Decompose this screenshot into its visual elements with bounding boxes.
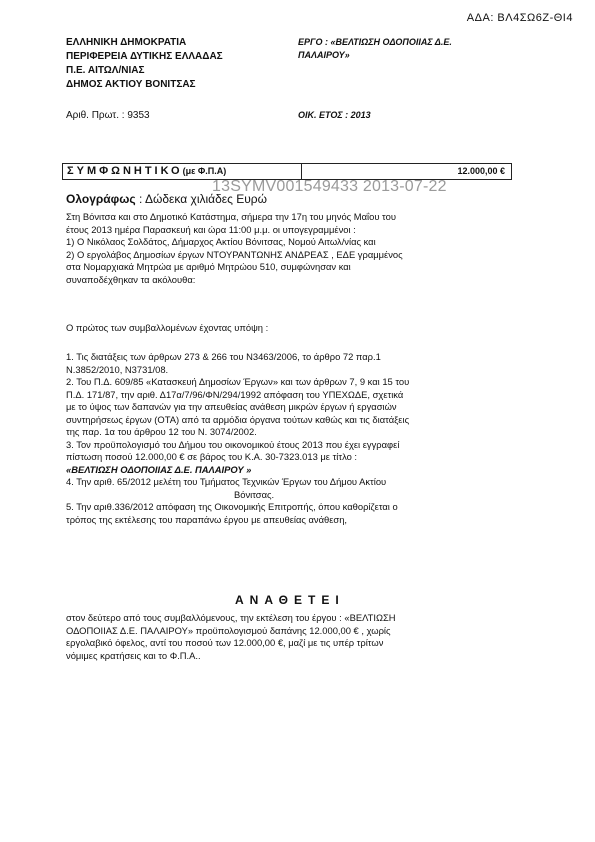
paragraph-line: στον δεύτερο από τους συμβαλλόμενους, την εκτέλεση του έργου : «ΒΕΛΤΙΩΣΗ [66, 612, 396, 623]
registry-stamp: 13SYMV001549433 2013-07-22 [212, 178, 447, 195]
list-line: 2. Του Π.Δ. 609/85 «Κατασκευή Δημοσίων Έργων» και των άρθρων 7, 9 και 15 του [66, 376, 410, 387]
paragraph-line: στα Νομαρχιακά Μητρώα με αριθμό Μητρώου 510, συμφώνησαν και [66, 261, 351, 272]
paragraph-line: 1) Ο Νικόλαος Σολδάτος, Δήμαρχος Ακτίου Βόνιτσας, Νομού Αιτωλ/νίας και [66, 236, 376, 247]
list-line: Βόνιτσας. [234, 488, 275, 500]
amount-in-words-text: : Δώδεκα χιλιάδες Ευρώ [138, 192, 268, 206]
list-line: της παρ. 1α του άρθρου 12 του Ν. 3074/2002. [66, 426, 257, 437]
contract-amount: 12.000,00 € [457, 166, 505, 176]
list-line: πίστωση ποσού 12.000,00 € σε βάρος του Κ.Α. 30-7323.013 με τίτλο : [66, 451, 358, 462]
header-line: ΠΕΡΙΦΕΡΕΙΑ ΔΥΤΙΚΗΣ ΕΛΛΑΔΑΣ [66, 51, 223, 62]
ada-code: ΑΔΑ: ΒΛ4ΣΩ6Ζ-ΘΙ4 [466, 12, 573, 24]
paragraph-line: έτους 2013 ημέρα Παρασκευή και ώρα 11:00 μ.μ. οι υπογεγραμμένοι : [66, 223, 356, 235]
paragraph-line: ΟΔΟΠΟΙΙΑΣ Δ.Ε. ΠΑΛΑΙΡΟΥ» προϋπολογισμού δαπάνης 12.000,00 € , χωρίς [66, 624, 391, 636]
issuer-header [66, 36, 223, 92]
fiscal-year: ΟΙΚ. ΕΤΟΣ : 2013 [298, 110, 371, 120]
list-line: 4. Την αριθ. 65/2012 μελέτη του Τμήματος Τεχνικών Έργων του Δήμου Ακτίου [66, 476, 387, 487]
paragraph-line: εργολαβικό όφελος, αντί του ποσού των 12.000,00 €, μαζί με τις υπέρ τρίτων [66, 637, 384, 648]
protocol-number: Αριθ. Πρωτ. : 9353 [66, 110, 150, 121]
list-line: συντηρήσεως έργων (ΟΤΑ) από τα αρμόδια όργανα τούτων καθώς και τις διατάξεις [66, 413, 410, 425]
list-line: 1. Τις διατάξεις των άρθρων 273 & 266 του Ν3463/2006, το άρθρο 72 παρ.1 [66, 351, 381, 362]
list-line: 3. Τον προϋπολογισμό του Δήμου του οικονομικού έτους 2013 που έχει εγγραφεί [66, 438, 400, 450]
list-line: με το ύψος των δαπανών για την απευθείας ανάθεση μικρών έργων ή εργασιών [66, 401, 397, 412]
list-line: Ν.3852/2010, Ν3731/08. [66, 363, 169, 375]
list-line: «ΒΕΛΤΙΩΣΗ ΟΔΟΠΟΙΙΑΣ Δ.Ε. ΠΑΛΑΙΡΟΥ » [66, 463, 252, 475]
list-line: Π.Δ. 171/87, την αριθ. Δ17α/7/96/ΦΝ/294/1992 απόφαση του ΥΠΕΧΩΔΕ, σχετικά [66, 388, 404, 400]
considerations-intro: Ο πρώτος των συμβαλλομένων έχοντας υπόψη : [66, 322, 269, 333]
contract-title-suffix: (με Φ.Π.Α) [182, 166, 227, 176]
preamble-paragraph [66, 211, 518, 286]
header-line: ΔΗΜΟΣ ΑΚΤΙΟΥ ΒΟΝΙΤΣΑΣ [66, 79, 196, 90]
list-line: 5. Την αριθ.336/2012 απόφαση της Οικονομικής Επιτροπής, όπου καθορίζεται ο [66, 501, 398, 512]
header-line: Π.Ε. ΑΙΤΩΛ/ΝΙΑΣ [66, 65, 145, 76]
assigns-heading: ΑΝΑΘΕΤΕΙ [235, 593, 345, 607]
project-line: ΕΡΓΟ : «ΒΕΛΤΙΩΣΗ ΟΔΟΠΟΙΙΑΣ Δ.Ε. [298, 37, 452, 47]
considerations-list [66, 351, 518, 526]
paragraph-line: 2) Ο εργολάβος Δημοσίων έργων ΝΤΟΥΡΑΝΤΩΝΗΣ ΑΝΔΡΕΑΣ , ΕΔΕ γραμμένος [66, 248, 403, 260]
amount-in-words-label: Ολογράφως [66, 192, 136, 206]
contract-title [63, 164, 302, 179]
assignment-paragraph [66, 612, 518, 662]
list-line: τρόπος της εκτέλεσης του παραπάνω έργου με απευθείας ανάθεση, [66, 513, 348, 525]
header-line: ΕΛΛΗΝΙΚΗ ΔΗΜΟΚΡΑΤΙΑ [66, 37, 187, 48]
project-header [298, 36, 452, 62]
paragraph-line: συναποδέχθηκαν τα ακόλουθα: [66, 273, 196, 285]
paragraph-line: Στη Βόνιτσα και στο Δημοτικό Κατάστημα, σήμερα την 17η του μηνός Μαΐου του [66, 211, 396, 222]
project-line: ΠΑΛΑΙΡΟΥ» [298, 50, 350, 60]
contract-title-text: ΣΥΜΦΩΝΗΤΙΚΟ [67, 165, 183, 177]
paragraph-line: νόμιμες κρατήσεις και το Φ.Π.Α.. [66, 649, 201, 661]
amount-in-words [66, 192, 267, 206]
